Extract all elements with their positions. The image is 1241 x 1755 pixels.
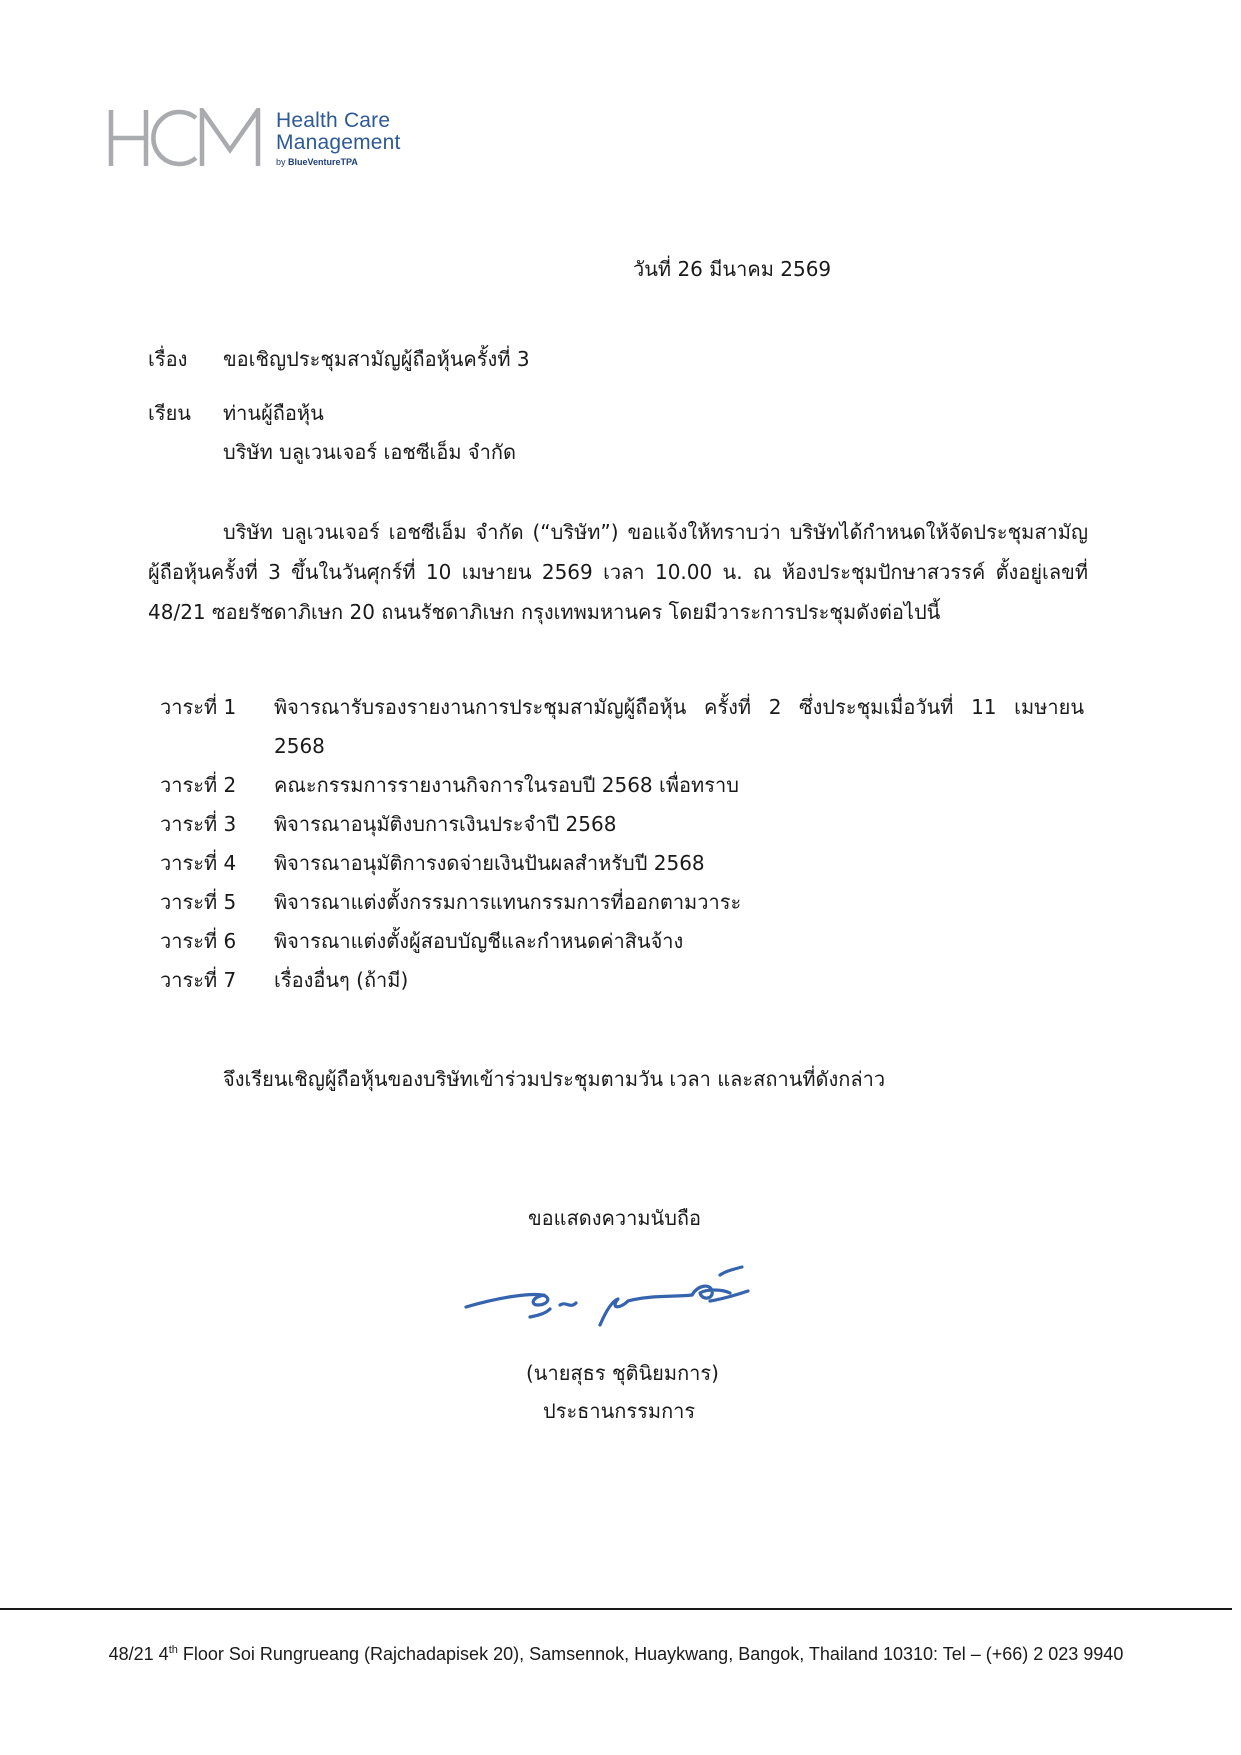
subject-text: ขอเชิญประชุมสามัญผู้ถือหุ้นครั้งที่ 3 (223, 347, 530, 371)
logo-partner: BlueVenture (288, 157, 341, 167)
agenda-number: วาระที่ 1 (160, 695, 237, 719)
recipient-label: เรียน (148, 401, 191, 425)
recipient-line-2: บริษัท บลูเวนเจอร์ เอชซีเอ็ม จำกัด (223, 440, 516, 464)
agenda-item (160, 922, 1090, 961)
agenda-item (160, 766, 1090, 805)
agenda-item (160, 844, 1090, 883)
body-line: ผู้ถือหุ้นครั้งที่ 3 ขึ้นในวันศุกร์ที่ 10 เมษายน 2569 เวลา 10.00 น. ณ ห้องประชุมปักษาสวรรค์ ตั้งอยู่เลขที่ (148, 560, 1089, 584)
agenda-text: คณะกรรมการรายงานกิจการในรอบปี 2568 เพื่อทราบ (274, 773, 739, 797)
agenda-item (160, 961, 1090, 1000)
logo-line-2: Management (276, 131, 401, 154)
logo-line-1: Health Care (276, 109, 391, 132)
body-line: บริษัท บลูเวนเจอร์ เอชซีเอ็ม จำกัด (“บริษัท”) ขอแจ้งให้ทราบว่า บริษัทได้กำหนดให้จัดประชุมสามัญ (223, 520, 1088, 544)
footer-prefix: 48/21 4 (108, 1644, 169, 1664)
logo-wordmark (276, 110, 401, 169)
agenda-item (160, 805, 1090, 844)
closing-sentence: จึงเรียนเชิญผู้ถือหุ้นของบริษัทเข้าร่วมประชุมตามวัน เวลา และสถานที่ดังกล่าว (223, 1067, 886, 1091)
agenda-text: พิจารณาอนุมัติการงดจ่ายเงินปันผลสำหรับปี 2568 (274, 851, 705, 875)
body-line: 48/21 ซอยรัชดาภิเษก 20 ถนนรัชดาภิเษก กรุงเทพมหานคร โดยมีวาระการประชุมดังต่อไปนี้ (148, 600, 941, 624)
logo-by: by (276, 157, 286, 167)
subject-label: เรื่อง (148, 347, 188, 371)
agenda-text: เรื่องอื่นๆ (ถ้ามี) (274, 968, 409, 992)
signer-name: (นายสุธร ชุตินิยมการ) (526, 1361, 719, 1385)
agenda-number: วาระที่ 6 (160, 929, 237, 953)
agenda-item (160, 688, 1090, 766)
recipient-line-1: ท่านผู้ถือหุ้น (223, 401, 324, 425)
logo-partner-suffix: TPA (340, 157, 358, 167)
footer-divider (0, 1608, 1232, 1610)
footer-floor-suffix: th (168, 1644, 178, 1656)
signer-title: ประธานกรรมการ (543, 1399, 696, 1423)
agenda-list (160, 688, 1090, 1000)
agenda-number: วาระที่ 2 (160, 773, 237, 797)
agenda-number: วาระที่ 7 (160, 968, 237, 992)
agenda-number: วาระที่ 3 (160, 812, 237, 836)
agenda-text: พิจารณาอนุมัติงบการเงินประจำปี 2568 (274, 812, 617, 836)
agenda-text: พิจารณาแต่งตั้งผู้สอบบัญชีและกำหนดค่าสินจ้าง (274, 929, 684, 953)
footer-address (0, 1642, 1232, 1666)
body-paragraph (148, 512, 1088, 632)
agenda-text: พิจารณารับรองรายงานการประชุมสามัญผู้ถือหุ้น ครั้งที่ 2 ซึ่งประชุมเมื่อวันที่ 11 เมษายน 2568 (274, 695, 1084, 758)
agenda-item (160, 883, 1090, 922)
regards-text: ขอแสดงความนับถือ (528, 1206, 702, 1230)
agenda-text: พิจารณาแต่งตั้งกรรมการแทนกรรมการที่ออกตามวาระ (274, 890, 742, 914)
agenda-number: วาระที่ 4 (160, 851, 237, 875)
logo-byline (276, 155, 401, 169)
letter-date: วันที่ 26 มีนาคม 2569 (633, 257, 832, 281)
company-logo (108, 108, 438, 178)
hcm-logo-mark-icon (108, 108, 268, 168)
footer-address-text: Floor Soi Rungrueang (Rajchadapisek 20), Samsennok, Huaykwang, Bangok, Thailand 10310: Tel – (+66) 2 023 9940 (177, 1644, 1124, 1664)
agenda-number: วาระที่ 5 (160, 890, 237, 914)
signature-icon (460, 1255, 780, 1335)
